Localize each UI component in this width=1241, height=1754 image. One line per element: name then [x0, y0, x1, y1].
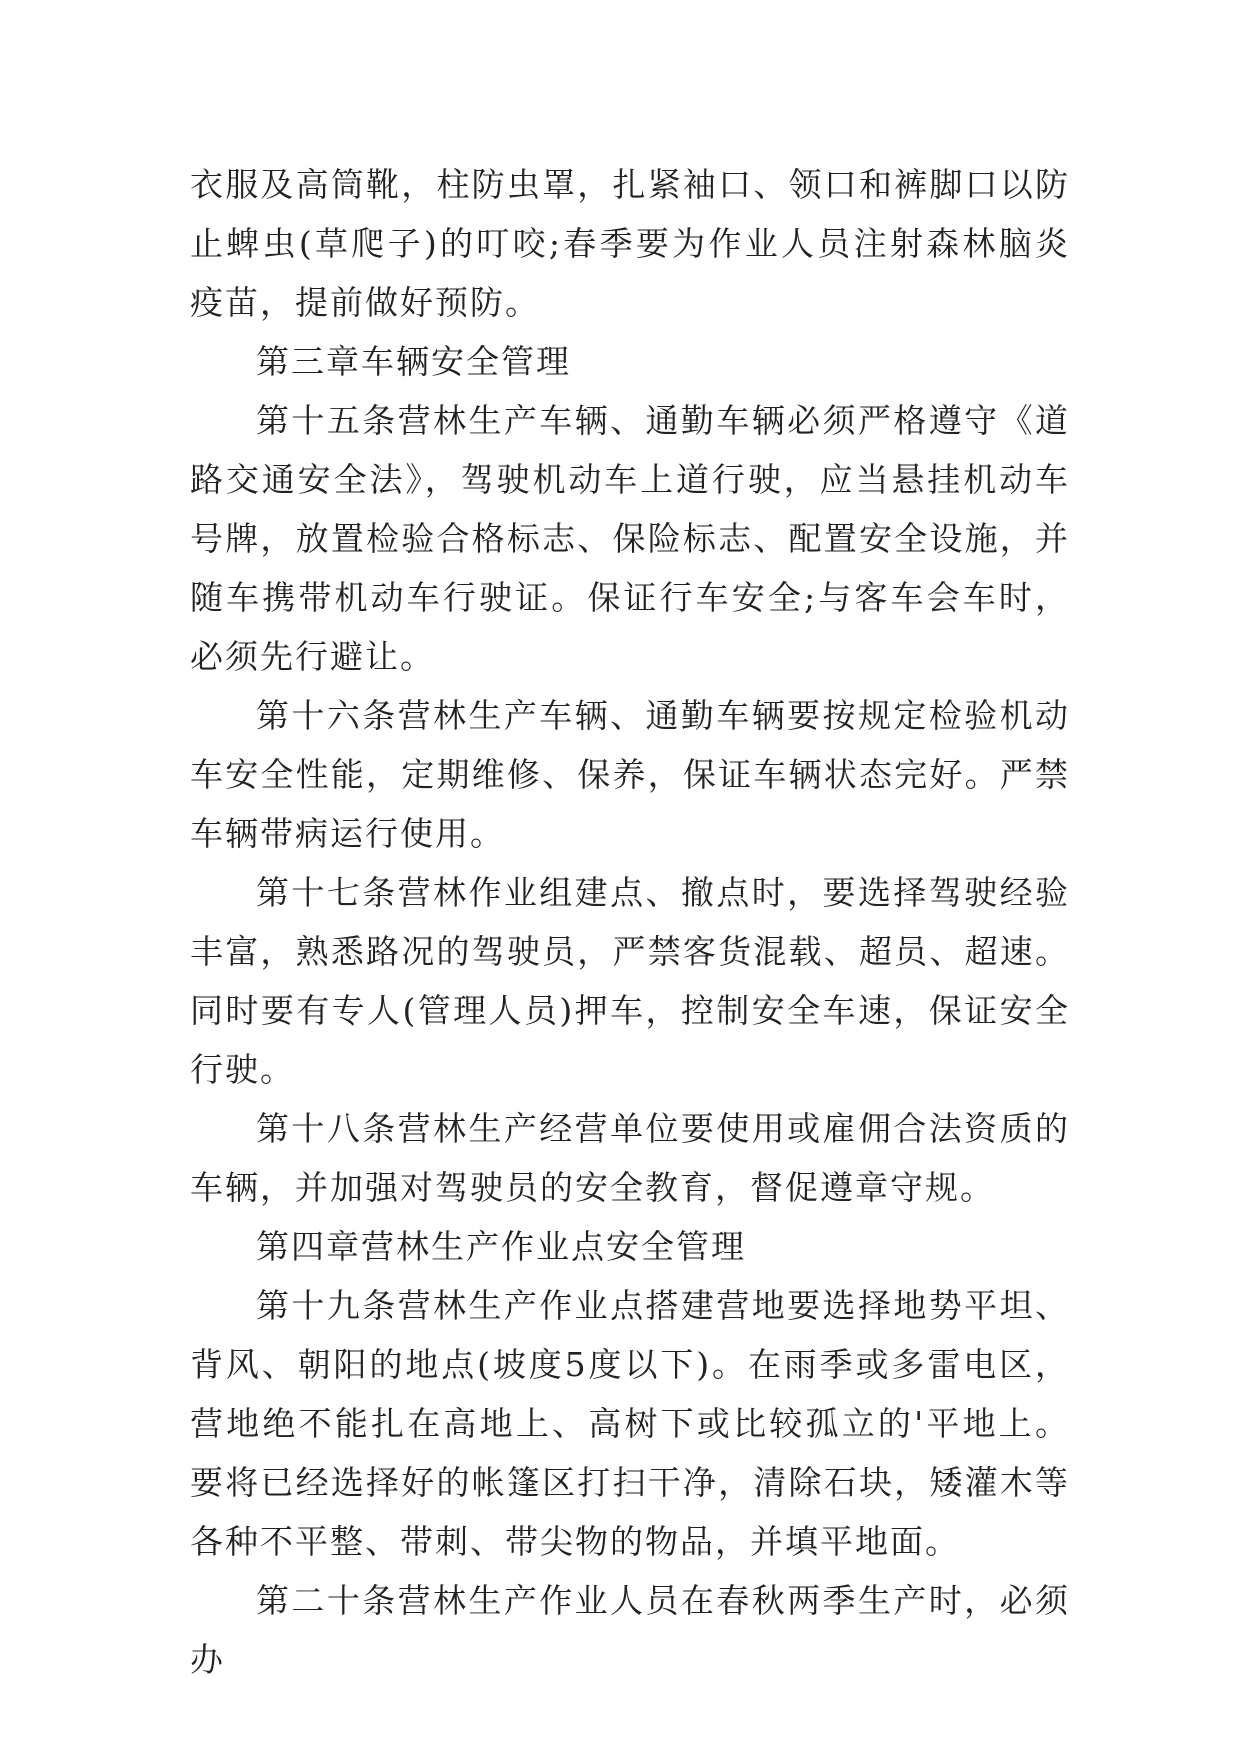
- article-15: 第十五条营林生产车辆、通勤车辆必须严格遵守《道路交通安全法》，驾驶机动车上道行驶，应当悬挂机动车号牌，放置检验合格标志、保险标志、配置安全设施，并随车携带机动车行驶证。保证行车安全;与客车会车时，必须先行避让。: [190, 401, 1070, 676]
- article-19: 第十九条营林生产作业点搭建营地要选择地势平坦、背风、朝阳的地点(坡度5度以下)。在雨季或多雷电区，营地绝不能扎在高地上、高树下或比较孤立的'平地上。要将已经选择好的帐篷区打扫干净，清除石块，矮灌木等各种不平整、带刺、带尖物的物品，并填平地面。: [190, 1286, 1070, 1561]
- article-18: 第十八条营林生产经营单位要使用或雇佣合法资质的车辆，并加强对驾驶员的安全教育，督促遵章守规。: [190, 1109, 1070, 1207]
- article-20: 第二十条营林生产作业人员在春秋两季生产时，必须办: [190, 1581, 1070, 1679]
- document-body: [190, 155, 1070, 1689]
- paragraph-continuation: 衣服及高筒靴，柱防虫罩，扎紧袖口、领口和裤脚口以防止蜱虫(草爬子)的叮咬;春季要为作业人员注射森林脑炎疫苗，提前做好预防。: [190, 165, 1070, 322]
- article-16: 第十六条营林生产车辆、通勤车辆要按规定检验机动车安全性能，定期维修、保养，保证车辆状态完好。严禁车辆带病运行使用。: [190, 696, 1070, 853]
- article-17: 第十七条营林作业组建点、撤点时，要选择驾驶经验丰富，熟悉路况的驾驶员，严禁客货混载、超员、超速。同时要有专人(管理人员)押车，控制安全车速，保证安全行驶。: [190, 873, 1070, 1089]
- chapter-heading-4: 第四章营林生产作业点安全管理: [256, 1227, 746, 1266]
- chapter-heading-3: 第三章车辆安全管理: [256, 342, 571, 381]
